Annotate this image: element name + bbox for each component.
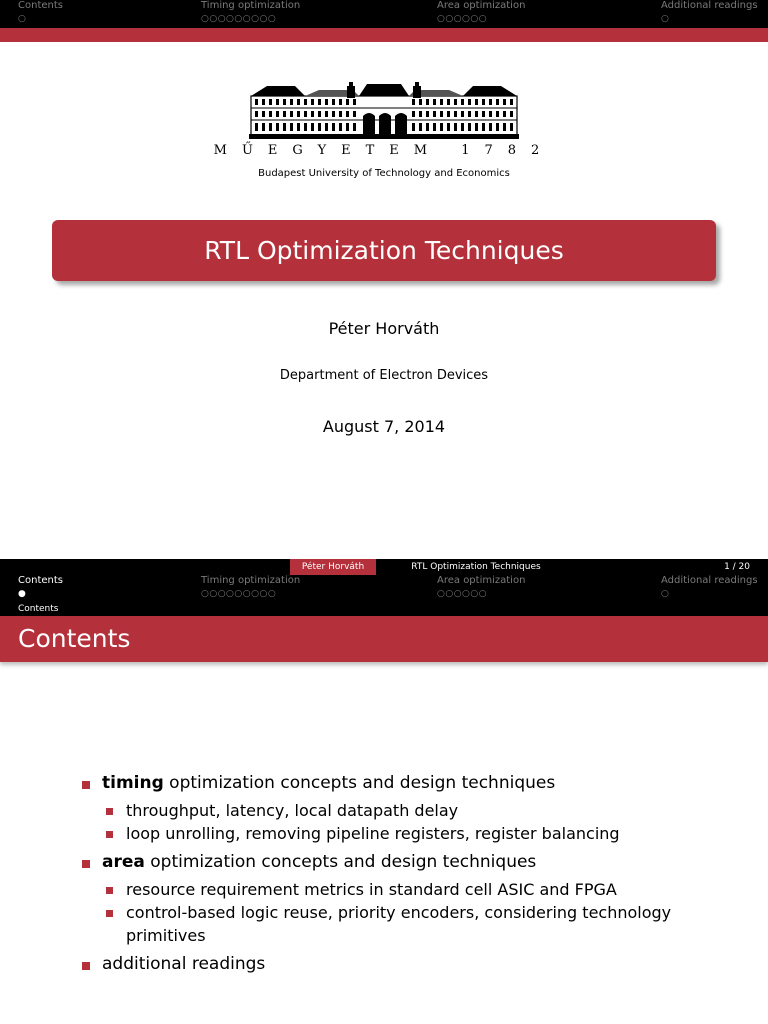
item-keyword: area (102, 852, 145, 872)
nav-title: Area optimization (437, 575, 526, 586)
nav-title: Timing optimization (201, 0, 301, 11)
item-text: additional readings (102, 954, 266, 974)
nav-section-area[interactable] (437, 575, 525, 601)
sub-list-item (104, 822, 722, 845)
nav-progress-dots[interactable]: ○ (661, 14, 670, 24)
nav-progress-dots[interactable]: ○ (661, 589, 670, 599)
section-navigation (0, 0, 768, 28)
institution: Budapest University of Technology and Economics (258, 168, 510, 179)
nav-section-additional[interactable] (661, 575, 758, 601)
item-text: control-based logic reuse, priority encoders, considering technology primitives (126, 903, 672, 945)
nav-section-contents[interactable] (18, 0, 63, 26)
author: Péter Horváth (328, 319, 440, 338)
nav-title: Contents (18, 575, 63, 586)
item-text: optimization concepts and design techniques (163, 773, 556, 793)
square-bullet-icon (106, 808, 113, 815)
sub-list-item (104, 799, 722, 822)
item-keyword: timing (102, 773, 164, 793)
nav-progress-dots[interactable]: ○ (18, 14, 27, 24)
footer-title: RTL Optimization Techniques (411, 562, 541, 572)
frame-title: Contents (0, 616, 768, 662)
contents-slide (0, 559, 768, 1024)
nav-progress-dots[interactable]: ● (18, 589, 27, 599)
list-item (82, 772, 722, 795)
nav-progress-dots[interactable]: ○○○○○○○○○ (201, 14, 277, 24)
item-text: resource requirement metrics in standard cell ASIC and FPGA (126, 880, 617, 899)
nav-title: Area optimization (437, 0, 526, 11)
sub-list-item (104, 878, 722, 901)
sublist (82, 878, 722, 947)
square-bullet-icon (106, 910, 113, 917)
list-item (82, 851, 722, 874)
nav-section-additional[interactable] (661, 0, 758, 26)
item-text: throughput, latency, local datapath delay (126, 801, 459, 820)
square-bullet-icon (82, 781, 90, 789)
nav-title: Additional readings (661, 575, 758, 586)
nav-section-timing[interactable] (201, 0, 300, 26)
header-accent-bar (0, 28, 768, 42)
footer-author: Péter Horváth (290, 559, 376, 575)
footer-bar (0, 559, 768, 575)
section-navigation (0, 575, 768, 603)
nav-section-timing[interactable] (201, 575, 300, 601)
sub-list-item (104, 901, 722, 947)
department: Department of Electron Devices (279, 368, 489, 383)
nav-title: Timing optimization (201, 575, 301, 586)
nav-section-contents[interactable] (18, 575, 63, 601)
list-item (82, 953, 722, 976)
item-text: optimization concepts and design techniques (144, 852, 537, 872)
item-text: loop unrolling, removing pipeline registers, register balancing (126, 824, 620, 843)
logo-caption: MŰEGYETEM 1782 (213, 143, 555, 158)
square-bullet-icon (106, 831, 113, 838)
sublist (82, 799, 722, 845)
nav-title: Additional readings (661, 0, 758, 11)
subsection-bar: Contents (0, 603, 768, 616)
square-bullet-icon (82, 962, 90, 970)
nav-progress-dots[interactable]: ○○○○○○ (437, 589, 488, 599)
nav-progress-dots[interactable]: ○○○○○○ (437, 14, 488, 24)
nav-section-area[interactable] (437, 0, 525, 26)
square-bullet-icon (106, 887, 113, 894)
nav-title: Contents (18, 0, 63, 11)
footer-page-number: 1 / 20 (724, 562, 750, 572)
contents-list (82, 772, 722, 980)
nav-progress-dots[interactable]: ○○○○○○○○○ (201, 589, 277, 599)
square-bullet-icon (82, 860, 90, 868)
presentation-title: RTL Optimization Techniques (52, 220, 716, 281)
date: August 7, 2014 (322, 417, 446, 436)
